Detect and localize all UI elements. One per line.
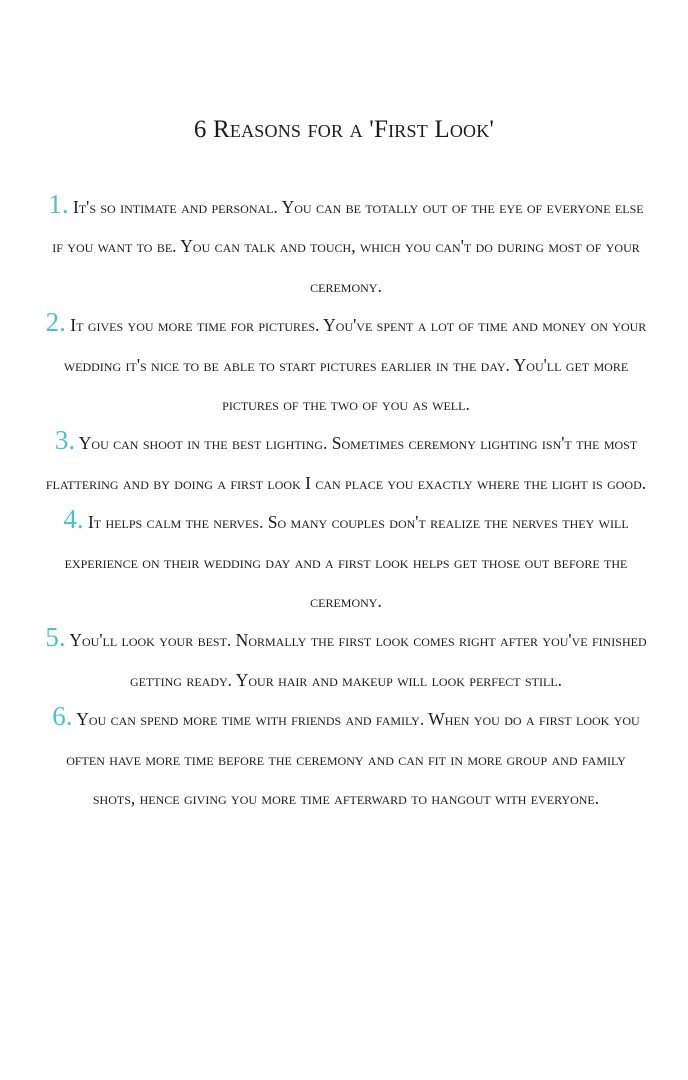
reason-number: 2. <box>45 307 66 338</box>
reason-text: It's so intimate and personal. You can be totally out of the eye of everyone else if you want to be. You can talk and touch, which you can't do during most of your ceremony. <box>52 197 644 296</box>
reason-item <box>44 503 648 621</box>
reason-number: 5. <box>45 622 66 653</box>
page-title: 6 Reasons for a 'First Look' <box>193 116 495 143</box>
reason-number: 4. <box>63 504 84 535</box>
reason-number: 3. <box>54 425 76 456</box>
reason-item <box>44 700 648 818</box>
reason-item <box>44 621 648 700</box>
reason-item <box>44 424 648 503</box>
reason-text: It gives you more time for pictures. You've spent a lot of time and money on your wedding it's nice to be able to start pictures earlier in the day. You'll get more pictures of the two of you as well. <box>63 315 647 415</box>
reason-item <box>44 188 648 306</box>
reason-number: 1. <box>48 189 69 219</box>
reasons-list <box>44 188 648 819</box>
reason-item <box>44 306 648 424</box>
reason-number: 6. <box>52 701 73 732</box>
reason-text: You can spend more time with friends and family. When you do a first look you often have more time before the ceremony and can fit in more group and family shots, hence giving you more time afterward to hangout with everyone. <box>66 709 640 809</box>
reason-text: You can shoot in the best lighting. Sometimes ceremony lighting isn't the most flattering and by doing a first look I can place you exactly where the light is good. <box>45 433 647 493</box>
reason-text: You'll look your best. Normally the first look comes right after you've finished getting ready. Your hair and makeup will look perfect still. <box>69 630 647 690</box>
reason-text: It helps calm the nerves. So many couples don't realize the nerves they will experience on their wedding day and a first look helps get those out before the ceremony. <box>64 512 629 612</box>
